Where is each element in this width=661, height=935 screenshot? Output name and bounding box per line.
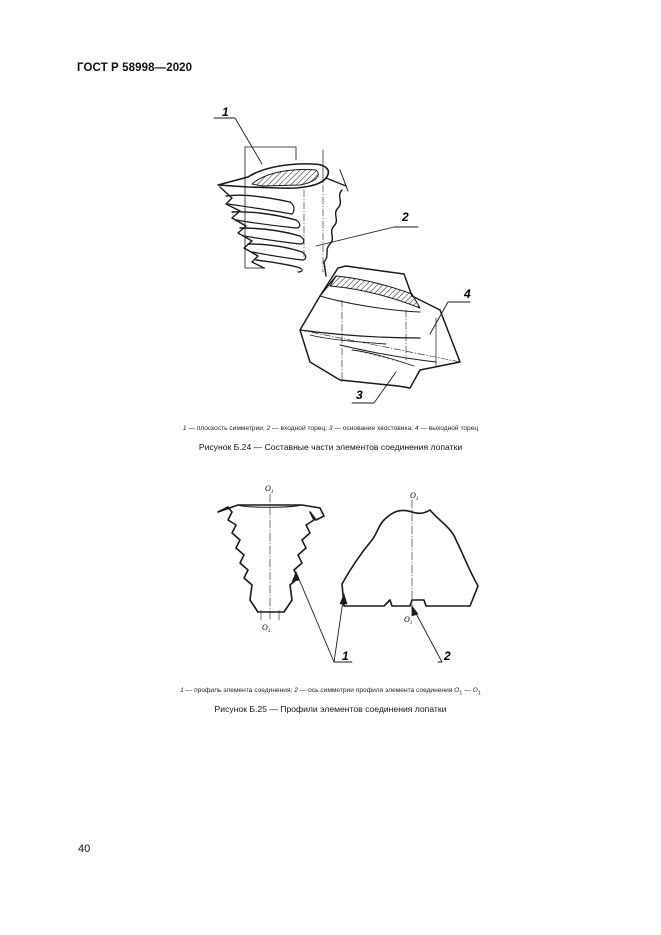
fig25-caption: Рисунок Б.25 — Профили элементов соединения лопатки [214,704,447,714]
fig25-axis-label-top-right: $O_1$ [410,491,419,502]
figure-24-drawing [214,118,470,403]
fig24-callout-2: 2 [402,210,409,224]
fig24-callout-1: 1 [222,105,229,119]
fig24-caption: Рисунок Б.24 — Составные части элементов соединения лопатки [198,442,463,452]
fig25-axis-label-top-left: $O_1$ [265,484,274,495]
figure-25-drawing [218,494,478,662]
page-number: 40 [78,843,91,855]
fig25-axis-label-bottom-left: $O_1$ [262,623,271,634]
fig25-legend: 1 — профиль элемента соединения; 2 — ось симметрии профиля элемента соединения $O_1$ — $O_1$ [180,687,481,697]
fig24-legend: 1 — плоскость симметрии; 2 — входной торец; 3 — основание хвостовика; 4 — выходной торец [182,425,479,432]
fig25-callout-1: 1 [342,649,349,663]
fig24-callout-4: 4 [464,287,471,301]
document-standard-header: ГОСТ Р 58998—2020 [77,62,193,74]
fig25-callout-2: 2 [444,649,451,663]
fig25-axis-label-bottom-right: $O_1$ [404,615,413,626]
fig24-callout-3: 3 [356,388,363,402]
